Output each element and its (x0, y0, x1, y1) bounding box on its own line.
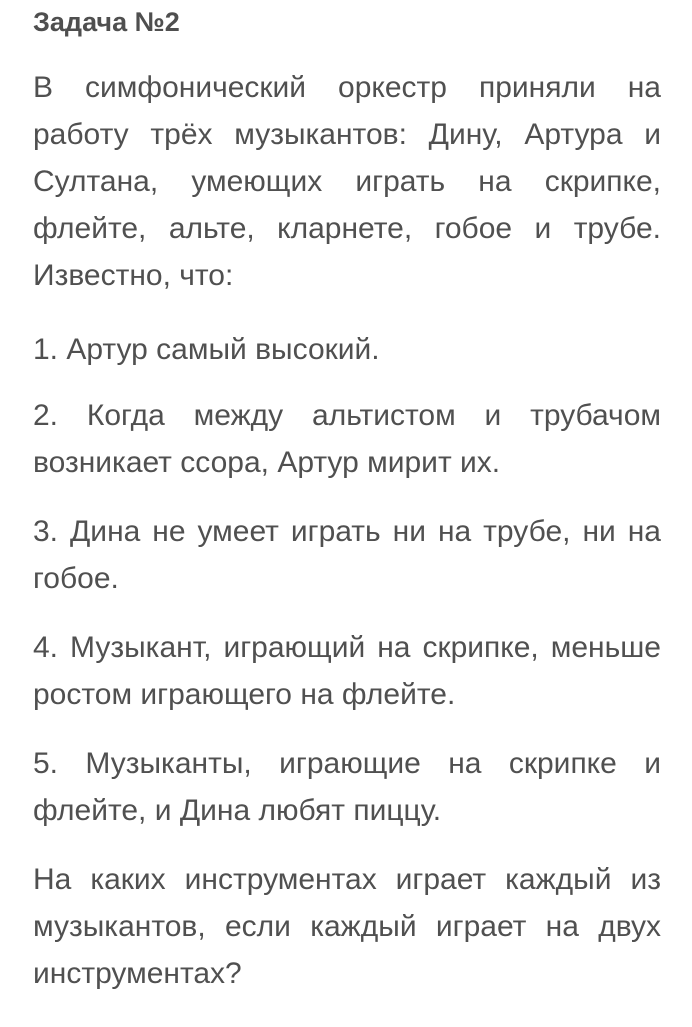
problem-question: На каких инструментах играет каждый из музыкантов, если каждый играет на двух инструментах? (33, 863, 661, 990)
condition-2: 2. Когда между альтистом и трубачом возникает ссора, Артур мирит их. (33, 399, 661, 479)
condition-3: 3. Дина не умеет играть ни на трубе, ни на гобое. (33, 515, 661, 595)
condition-5: 5. Музыканты, играющие на скрипке и флейте, и Дина любят пиццу. (33, 747, 661, 827)
condition-1: 1. Артур самый высокий. (33, 333, 380, 366)
condition-4: 4. Музыкант, играющий на скрипке, меньше ростом играющего на флейте. (33, 631, 661, 711)
problem-title: Задача №2 (33, 7, 180, 37)
problem-intro: В симфонический оркестр приняли на работу трёх музыкантов: Дину, Артура и Султана, умеющих играть на скрипке, флейте, альте, кларнете, гобое и трубе. Известно, что: (33, 71, 661, 292)
